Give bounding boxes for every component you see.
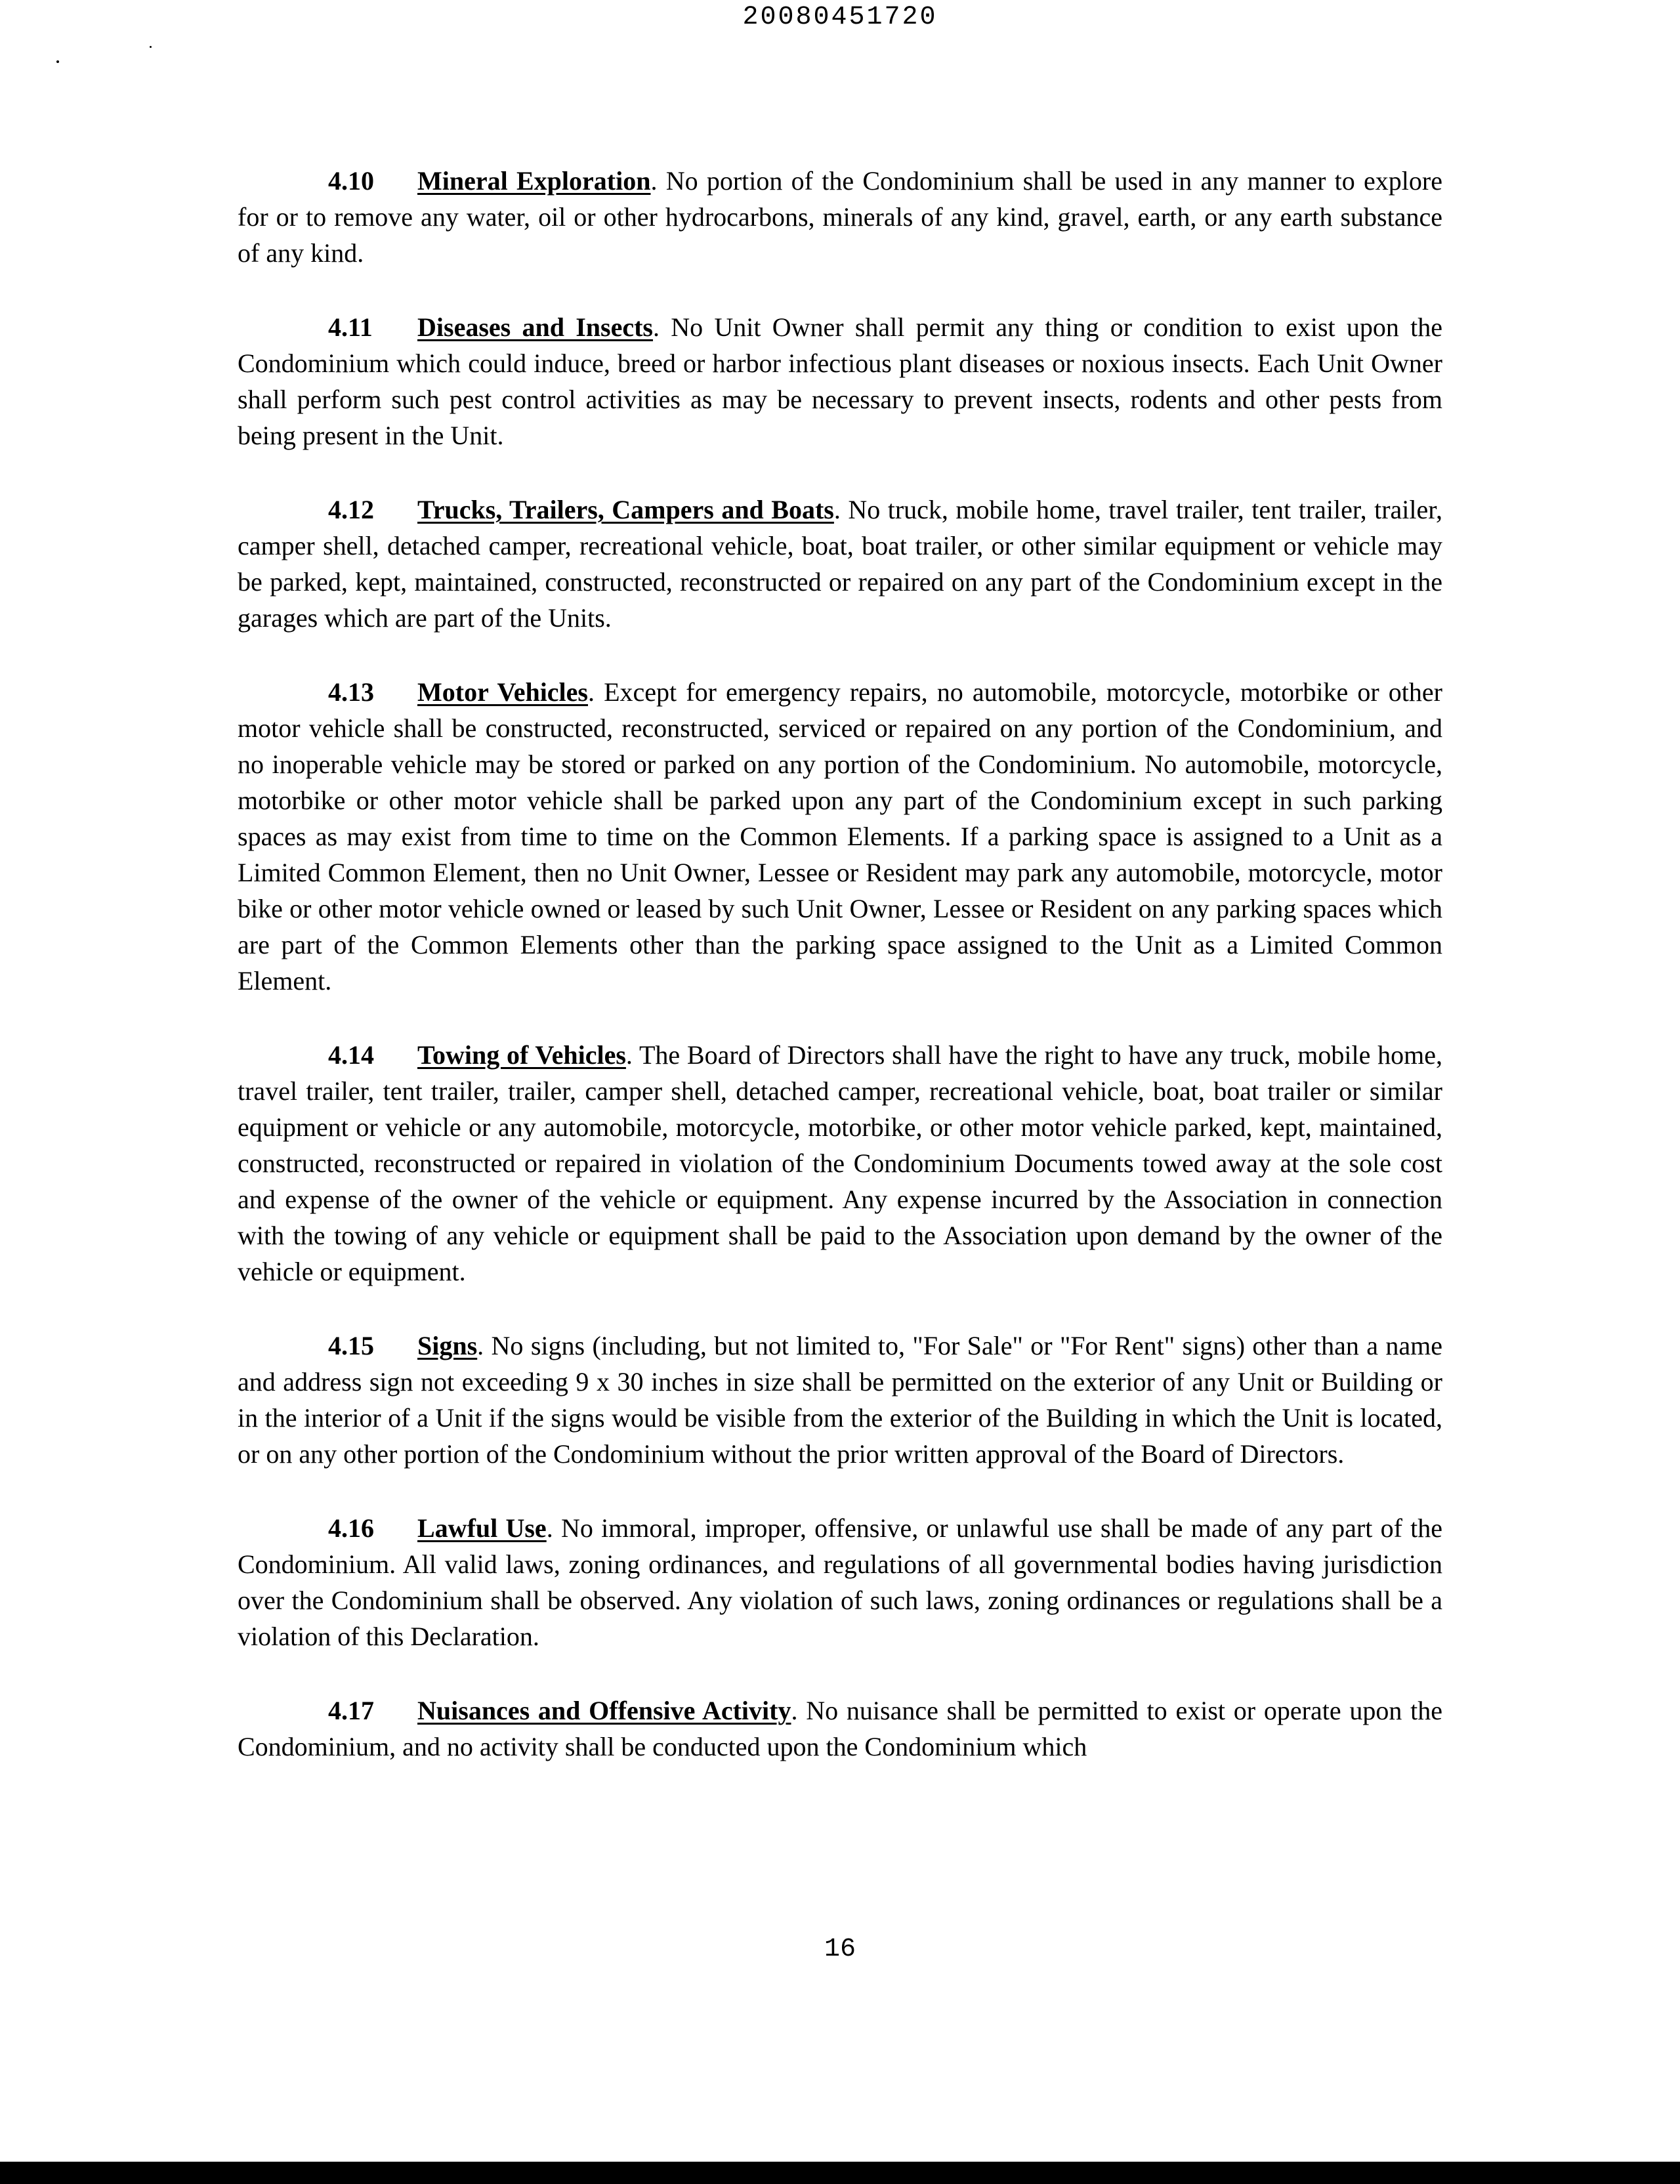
section-4-17 <box>238 1692 1442 1765</box>
section-title: Trucks, Trailers, Campers and Boats <box>417 495 834 524</box>
section-text: . The Board of Directors shall have the right to have any truck, mobile home, travel trailer, tent trailer, trailer, camper shell, detached camper, recreational vehicle, boat, boat trailer or similar equipment or vehicle or any automobile, motorcycle, motorbike, or other motor vehicle parked, kept, maintained, constructed, reconstructed or repaired in violation of the Condominium Documents towed away at the sole cost and expense of the owner of the vehicle or equipment. Any expense incurred by the Association in connection with the towing of any vehicle or equipment shall be paid to the Association upon demand by the owner of the vehicle or equipment. <box>238 1040 1442 1286</box>
section-number: 4.16 <box>328 1513 374 1543</box>
section-text: . No truck, mobile home, travel trailer, tent trailer, trailer, camper shell, detached camper, recreational vehicle, boat, boat trailer, or other similar equipment or vehicle may be parked, kept, maintained, constructed, reconstructed or repaired on any part of the Condominium except in the garages which are part of the Units. <box>238 495 1443 633</box>
section-title: Diseases and Insects <box>417 312 653 342</box>
section-text: . No signs (including, but not limited to, "For Sale" or "For Rent" signs) other than a name and address sign not exceeding 9 x 30 inches in size shall be permitted on the exterior of any Unit or Building or in the interior of a Unit if the signs would be visible from the exterior of the Building in which the Unit is located, or on any other portion of the Condominium without the prior written approval of the Board of Directors. <box>238 1331 1442 1469</box>
section-4-12 <box>238 492 1442 636</box>
scan-speck <box>150 46 152 48</box>
section-title: Mineral Exploration <box>417 166 651 196</box>
section-title: Nuisances and Offensive Activity <box>417 1696 791 1725</box>
scan-speck <box>56 60 59 63</box>
section-number: 4.11 <box>328 312 373 342</box>
section-number: 4.17 <box>328 1696 374 1725</box>
section-4-11 <box>238 309 1442 453</box>
section-title: Towing of Vehicles <box>417 1040 626 1070</box>
section-4-16 <box>238 1510 1442 1654</box>
section-title: Signs <box>417 1331 478 1360</box>
page-number: 16 <box>824 1935 856 1964</box>
section-4-13 <box>238 674 1442 999</box>
section-title: Motor Vehicles <box>417 677 588 707</box>
section-text: . No Unit Owner shall permit any thing or condition to exist upon the Condominium which could induce, breed or harbor infectious plant diseases or noxious insects. Each Unit Owner shall perform such pest control activities as may be necessary to prevent insects, rodents and other pests from being present in the Unit. <box>238 312 1442 450</box>
section-number: 4.12 <box>328 495 374 524</box>
section-number: 4.13 <box>328 677 374 707</box>
document-number: 20080451720 <box>742 3 938 32</box>
section-4-15 <box>238 1328 1442 1472</box>
section-title: Lawful Use <box>417 1513 547 1543</box>
section-4-10 <box>238 163 1442 271</box>
section-4-14 <box>238 1037 1442 1290</box>
scan-border-bar <box>0 2162 1680 2184</box>
section-text: . Except for emergency repairs, no automobile, motorcycle, motorbike or other motor vehicle shall be constructed, reconstructed, serviced or repaired on any portion of the Condominium, and no inoperable vehicle may be stored or parked on any portion of the Condominium. No automobile, motorcycle, motorbike or other motor vehicle shall be parked upon any part of the Condominium except in such parking spaces as may exist from time to time on the Common Elements. If a parking space is assigned to a Unit as a Limited Common Element, then no Unit Owner, Lessee or Resident may park any automobile, motorcycle, motor bike or other motor vehicle owned or leased by such Unit Owner, Lessee or Resident on any parking spaces which are part of the Common Elements other than the parking space assigned to the Unit as a Limited Common Element. <box>238 677 1442 996</box>
section-number: 4.14 <box>328 1040 374 1070</box>
section-text: . No nuisance shall be permitted to exist or operate upon the Condominium, and no activity shall be conducted upon the Condominium which <box>238 1696 1443 1761</box>
section-text: . No portion of the Condominium shall be used in any manner to explore for or to remove any water, oil or other hydrocarbons, minerals of any kind, gravel, earth, or any earth substance of any kind. <box>238 166 1442 268</box>
section-text: . No immoral, improper, offensive, or unlawful use shall be made of any part of the Condominium. All valid laws, zoning ordinances, and regulations of all governmental bodies having jurisdiction over the Condominium shall be observed. Any violation of such laws, zoning ordinances or regulations shall be a violation of this Declaration. <box>238 1513 1443 1651</box>
section-number: 4.15 <box>328 1331 374 1360</box>
document-body <box>238 163 1442 1803</box>
section-number: 4.10 <box>328 166 374 196</box>
